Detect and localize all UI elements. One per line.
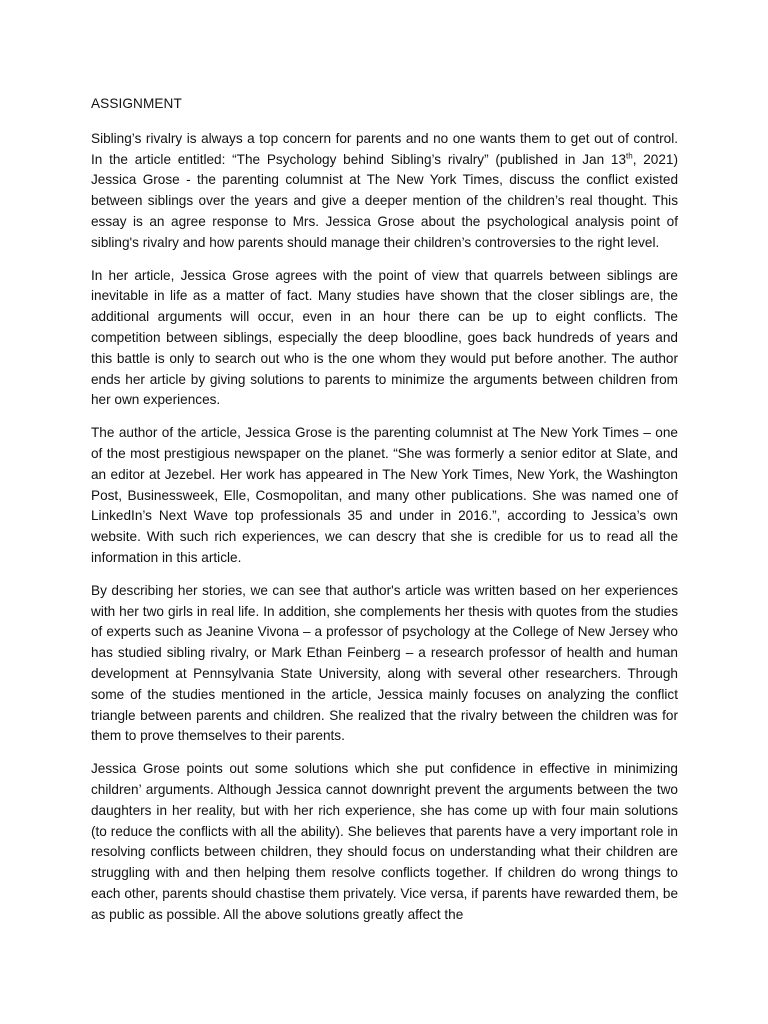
document-body bbox=[91, 94, 678, 937]
paragraph-1-text-a: Sibling’s rivalry is always a top concern for parents and no one wants them to get out of control. In the article entitled: “The Psychology behind Sibling’s rivalry” (published in Jan 13 bbox=[91, 130, 678, 167]
paragraph-1-text-b: , 2021) Jessica Grose - the parenting columnist at The New York Times, discuss the conflict existed between siblings over the years and give a deeper mention of the children’s real thought. This essay is an agree response to Mrs. Jessica Grose about the psychological analysis point of sibling's rivalry and how parents should manage their children’s controversies to the right level. bbox=[91, 151, 678, 250]
paragraph-3: The author of the article, Jessica Grose is the parenting columnist at The New York Times – one of the most prestigious newspaper on the planet. “She was formerly a senior editor at Slate, and an editor at Jezebel. Her work has appeared in The New York Times, New York, the Washington Post, Businessweek, Elle, Cosmopolitan, and many other publications. She was named one of LinkedIn’s Next Wave top professionals 35 and under in 2016.”, according to Jessica’s own website. With such rich experiences, we can descry that she is credible for us to read all the information in this article. bbox=[91, 425, 678, 565]
document-heading: ASSIGNMENT bbox=[91, 96, 182, 111]
paragraph-2: In her article, Jessica Grose agrees with the point of view that quarrels between siblings are inevitable in life as a matter of fact. Many studies have shown that the closer siblings are, the additional arguments will occur, even in an hour there can be up to eight conflicts. The competition between siblings, especially the deep bloodline, goes back hundreds of years and this battle is only to search out who is the one whom they would put before another. The author ends her article by giving solutions to parents to minimize the arguments between children from her own experiences. bbox=[91, 267, 678, 408]
date-ordinal-suffix: th bbox=[626, 151, 633, 161]
paragraph-4: By describing her stories, we can see that author's article was written based on her experiences with her two girls in real life. In addition, she complements her thesis with quotes from the studies of experts such as Jeanine Vivona – a professor of psychology at the College of New Jersey who has studied sibling rivalry, or Mark Ethan Feinberg – a research professor of health and human development at Pennsylvania State University, along with several other researchers. Through some of the studies mentioned in the article, Jessica mainly focuses on analyzing the conflict triangle between parents and children. She realized that the rivalry between the children was for them to prove themselves to their parents. bbox=[91, 582, 678, 744]
paragraph-1 bbox=[91, 129, 678, 254]
paragraph-5: Jessica Grose points out some solutions which she put confidence in effective in minimizing children’ arguments. Although Jessica cannot downright prevent the arguments between the two daughters in her reality, but with her rich experience, she has come up with four main solutions (to reduce the conflicts with all the ability). She believes that parents have a very important role in resolving conflicts between children, they should focus on understanding what their children are struggling with and then helping them resolve conflicts together. If children do wrong things to each other, parents should chastise them privately. Vice versa, if parents have rewarded them, be as public as possible. All the above solutions greatly affect the bbox=[91, 761, 678, 922]
